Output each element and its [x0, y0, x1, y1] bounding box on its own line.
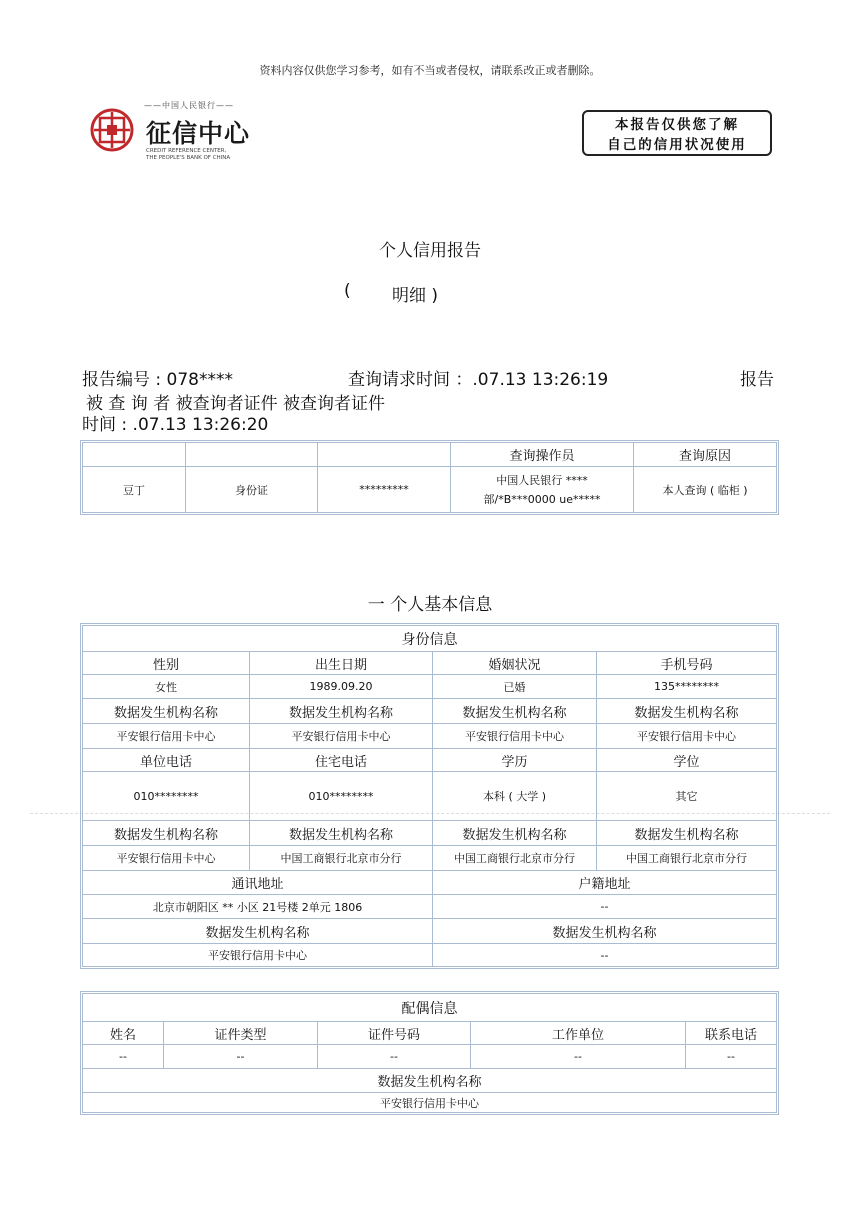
education-header: 学历 [433, 749, 597, 772]
query-operator [451, 467, 634, 513]
gender-header: 性别 [83, 652, 250, 675]
org-value: 平安银行信用卡中心 [83, 846, 250, 871]
org-label: 数据发生机构名称 [83, 699, 250, 724]
work-phone-header: 单位电话 [83, 749, 250, 772]
birth-date-header: 出生日期 [250, 652, 433, 675]
report-number: 报告编号 : 078**** [82, 370, 233, 390]
org-value: 平安银行信用卡中心 [250, 724, 433, 749]
spouse-org-label: 数据发生机构名称 [83, 1069, 777, 1093]
org-label: 数据发生机构名称 [250, 699, 433, 724]
credit-center-logo [86, 100, 270, 168]
usage-stamp [582, 110, 772, 156]
query-request-time: 查询请求时间 ：.07.13 13:26:19 [348, 370, 609, 390]
education-value: 本科 ( 大学 ) [433, 772, 597, 821]
spouse-phone-value: -- [686, 1045, 777, 1069]
home-phone-header: 住宅电话 [250, 749, 433, 772]
spouse-id-number-value: -- [318, 1045, 471, 1069]
org-label: 数据发生机构名称 [433, 699, 597, 724]
org-value: 中国工商银行北京市分行 [250, 846, 433, 871]
subject-id-number: ********* [318, 467, 451, 513]
query-header-operator: 查询操作员 [451, 443, 634, 467]
mobile-header: 手机号码 [597, 652, 777, 675]
query-header-reason: 查询原因 [634, 443, 777, 467]
query-reason: 本人查询 ( 临柜 ) [634, 467, 777, 513]
address-value: 北京市朝阳区 ** 小区 21号楼 2单元 1806 [83, 895, 433, 919]
subject-line: 被 查 询 者 被查询者证件 被查询者证件 [86, 394, 386, 414]
subject-name: 豆丁 [83, 467, 186, 513]
org-label: 数据发生机构名称 [433, 821, 597, 846]
birth-date-value: 1989.09.20 [250, 675, 433, 699]
spouse-id-type-header: 证件类型 [164, 1022, 318, 1045]
report-label: 报告 [740, 370, 774, 390]
emblem-icon [90, 108, 134, 152]
query-table [82, 442, 777, 513]
disclaimer: 资料内容仅供您学习参考，如有不当或者侵权，请联系改正或者删除。 [259, 64, 601, 77]
report-subtitle: 明细 ) [392, 286, 439, 306]
gender-value: 女性 [83, 675, 250, 699]
spouse-employer-value: -- [471, 1045, 686, 1069]
query-header-1 [83, 443, 186, 467]
hukou-header: 户籍地址 [433, 871, 777, 895]
logo-en-line2: THE PEOPLE'S BANK OF CHINA [146, 155, 231, 161]
operator-line1: 中国人民银行 **** [496, 473, 588, 487]
query-header-3 [318, 443, 451, 467]
logo-top-text: ——中国人民银行—— [144, 101, 234, 110]
spouse-id-number-header: 证件号码 [318, 1022, 471, 1045]
report-time: 时间 : .07.13 13:26:20 [82, 415, 269, 435]
org-label: 数据发生机构名称 [250, 821, 433, 846]
section-basic-info-title: 一 个人基本信息 [367, 595, 493, 615]
marital-status-header: 婚姻状况 [433, 652, 597, 675]
address-header: 通讯地址 [83, 871, 433, 895]
stamp-line1: 本报告仅供您了解 [615, 117, 739, 133]
query-header-2 [186, 443, 318, 467]
home-phone-value: 010******** [250, 772, 433, 821]
org-label: 数据发生机构名称 [597, 699, 777, 724]
identity-table [82, 625, 777, 967]
spouse-id-type-value: -- [164, 1045, 318, 1069]
org-value: 中国工商银行北京市分行 [597, 846, 777, 871]
spouse-title: 配偶信息 [83, 994, 777, 1022]
degree-header: 学位 [597, 749, 777, 772]
spouse-org-value: 平安银行信用卡中心 [83, 1093, 777, 1113]
org-label: 数据发生机构名称 [83, 821, 250, 846]
org-value: 平安银行信用卡中心 [433, 724, 597, 749]
logo-name: 征信中心 [146, 119, 251, 148]
logo-en-line1: CREDIT REFERENCE CENTER, [146, 148, 227, 154]
org-value: 平安银行信用卡中心 [83, 724, 250, 749]
address-org: 平安银行信用卡中心 [83, 944, 433, 967]
spouse-employer-header: 工作单位 [471, 1022, 686, 1045]
degree-value: 其它 [597, 772, 777, 821]
subtitle-open: ( [344, 281, 351, 301]
spouse-phone-header: 联系电话 [686, 1022, 777, 1045]
identity-title: 身份信息 [83, 626, 777, 652]
operator-line2: 部/*B***0000 ue***** [483, 492, 601, 506]
subject-id-type: 身份证 [186, 467, 318, 513]
mobile-value: 135******** [597, 675, 777, 699]
hukou-org: -- [433, 944, 777, 967]
org-value: 中国工商银行北京市分行 [433, 846, 597, 871]
spouse-name-value: -- [83, 1045, 164, 1069]
spouse-table [82, 993, 777, 1113]
spouse-name-header: 姓名 [83, 1022, 164, 1045]
marital-status-value: 已婚 [433, 675, 597, 699]
logo-english [146, 148, 230, 162]
org-label: 数据发生机构名称 [83, 919, 433, 944]
hukou-value: -- [433, 895, 777, 919]
org-value: 平安银行信用卡中心 [597, 724, 777, 749]
stamp-line2: 自己的信用状况使用 [607, 137, 747, 153]
report-title: 个人信用报告 [379, 241, 481, 261]
org-label: 数据发生机构名称 [433, 919, 777, 944]
work-phone-value: 010******** [83, 772, 250, 821]
org-label: 数据发生机构名称 [597, 821, 777, 846]
